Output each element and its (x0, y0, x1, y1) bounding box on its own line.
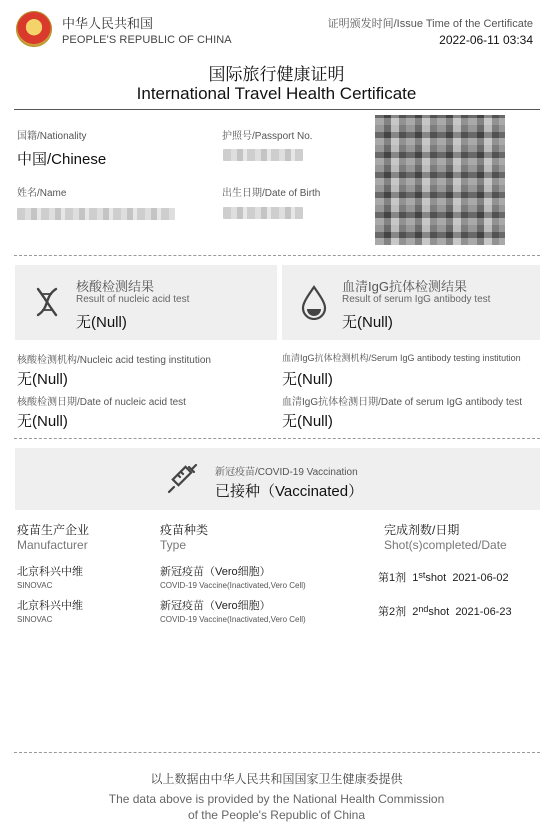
nucleic-institution-value: 无(Null) (17, 371, 68, 388)
shots-header-en: Shot(s)completed/Date (384, 538, 507, 552)
footer-divider (14, 752, 540, 753)
section-divider (14, 255, 540, 256)
nucleic-date-value: 无(Null) (17, 413, 68, 430)
row-dose-num: 2 (412, 606, 419, 618)
nucleic-acid-subtitle: Result of nucleic acid test (76, 294, 190, 305)
row-shot-word: shot (425, 572, 447, 584)
blood-drop-icon (299, 284, 329, 320)
row-dose-cn: 第2剂 (378, 606, 407, 618)
row-shot (378, 603, 512, 619)
nationality-label: 国籍/Nationality (17, 131, 87, 142)
serum-date-value: 无(Null) (282, 413, 333, 430)
row-shot-word: shot (428, 606, 450, 618)
row-dose-suffix: nd (418, 604, 429, 614)
serum-igg-title: 血清IgG抗体检测结果 (342, 279, 467, 294)
nucleic-acid-value: 无(Null) (76, 314, 127, 331)
row-type-en: COVID-19 Vaccine(Inactivated,Vero Cell) (160, 581, 306, 590)
nucleic-acid-title: 核酸检测结果 (76, 279, 155, 294)
row-manufacturer-cn: 北京科兴中维 (17, 566, 83, 578)
name-value-redacted (17, 208, 175, 220)
passport-label: 护照号/Passport No. (222, 131, 313, 142)
type-header-en: Type (160, 538, 187, 552)
row-date: 2021-06-02 (452, 572, 509, 584)
certificate-title-en: International Travel Health Certificate (136, 84, 417, 103)
shots-header-cn: 完成剂数/日期 (384, 523, 460, 537)
row-manufacturer-en: SINOVAC (17, 615, 53, 624)
section-divider (14, 438, 540, 439)
row-date: 2021-06-23 (455, 606, 512, 618)
table-row (0, 597, 553, 633)
row-manufacturer-cn: 北京科兴中维 (17, 600, 83, 612)
manufacturer-header-en: Manufacturer (17, 538, 88, 552)
type-header-cn: 疫苗种类 (160, 523, 209, 537)
issue-time-label: 证明颁发时间/Issue Time of the Certificate (327, 18, 533, 30)
manufacturer-header-cn: 疫苗生产企业 (17, 523, 90, 537)
footer-provider-en-line2: of the People's Republic of China (187, 808, 366, 822)
vaccination-status: 已接种（Vaccinated） (215, 483, 364, 500)
name-label: 姓名/Name (17, 188, 67, 199)
country-name-cn: 中华人民共和国 (62, 16, 154, 31)
row-type-cn: 新冠疫苗（Vero细胞） (160, 600, 271, 612)
serum-date-label: 血清IgG抗体检测日期/Date of serum IgG antibody test (282, 397, 523, 408)
country-name-en: PEOPLE'S REPUBLIC OF CHINA (62, 34, 232, 46)
dob-label: 出生日期/Date of Birth (222, 188, 321, 199)
row-dose-cn: 第1剂 (378, 572, 407, 584)
syringe-icon (164, 461, 200, 497)
passport-value-redacted (223, 149, 303, 161)
row-dose-num: 1 (412, 572, 419, 584)
row-shot (378, 569, 509, 585)
dob-value-redacted (223, 207, 303, 219)
photo-redacted (375, 115, 505, 245)
nucleic-institution-label: 核酸检测机构/Nucleic acid testing institution (17, 355, 211, 366)
serum-institution-label: 血清IgG抗体检测机构/Serum IgG antibody testing institution (282, 353, 521, 363)
national-emblem-icon (16, 11, 52, 47)
vaccination-label: 新冠疫苗/COVID-19 Vaccination (215, 467, 358, 478)
row-type-cn: 新冠疫苗（Vero细胞） (160, 566, 271, 578)
certificate-title-cn: 国际旅行健康证明 (208, 65, 345, 84)
row-manufacturer-en: SINOVAC (17, 581, 53, 590)
nucleic-date-label: 核酸检测日期/Date of nucleic acid test (17, 397, 186, 408)
serum-igg-subtitle: Result of serum IgG antibody test (342, 294, 491, 305)
footer-provider-en-line1: The data above is provided by the National Health Commission (108, 792, 445, 806)
row-dose-suffix: st (418, 570, 426, 580)
dna-icon (30, 285, 64, 319)
serum-igg-value: 无(Null) (342, 314, 393, 331)
footer-provider-cn: 以上数据由中华人民共和国国家卫生健康委提供 (150, 772, 403, 786)
issue-time-value: 2022-06-11 03:34 (439, 33, 533, 47)
nationality-value: 中国/Chinese (17, 151, 107, 168)
table-row (0, 563, 553, 599)
title-divider (14, 109, 540, 110)
row-type-en: COVID-19 Vaccine(Inactivated,Vero Cell) (160, 615, 306, 624)
serum-institution-value: 无(Null) (282, 371, 333, 388)
